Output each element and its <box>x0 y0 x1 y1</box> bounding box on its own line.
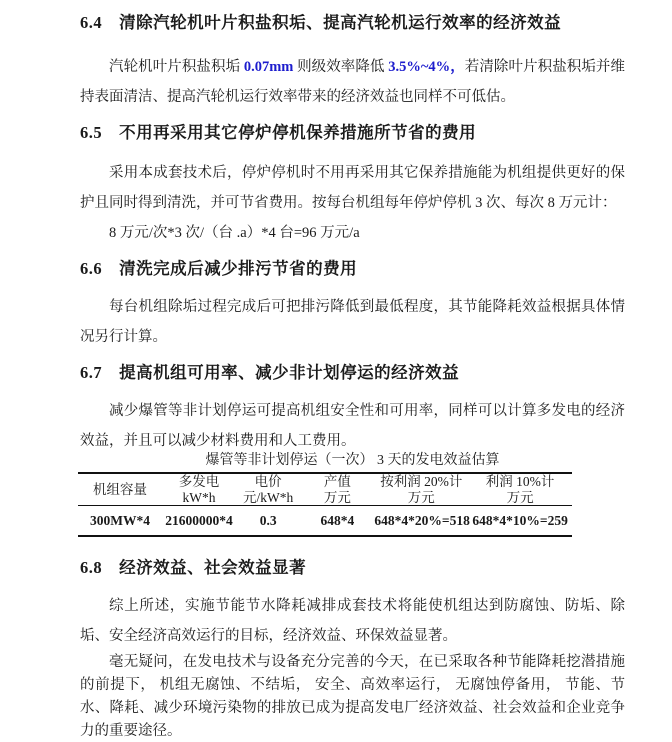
col-header-profit-10 <box>468 473 572 506</box>
cell-capacity: 300MW*4 <box>89 513 150 528</box>
header-line: 万元 <box>407 489 435 505</box>
col-header-extra-generation <box>162 473 236 506</box>
section-title: 清洗完成后减少排污节省的费用 <box>119 260 358 278</box>
value-scale-thickness: 0.07mm <box>243 59 294 75</box>
col-header-price <box>236 473 300 506</box>
paragraph-6-8-conclusion: 毫无疑问，在发电技术与设备充分完善的今天，在已采取各种节能降耗挖潜措施的前提下， 机组无腐蚀、不结垢， 安全、高效率运行， 无腐蚀停备用， 节能、节水、降耗、减少环境污染物的排放已成为提高发电厂经济效益、社会效益和企业竞争力的重要途径。 <box>80 654 625 739</box>
header-line: 万元 <box>323 489 351 505</box>
value-efficiency-drop: 3.5%~4%， <box>388 59 465 75</box>
section-number: 6.4 <box>80 13 103 32</box>
benefit-estimate-table <box>78 472 572 537</box>
header-line: 按利润 20%计 <box>380 474 463 489</box>
cell-output-value: 648*4 <box>320 513 355 528</box>
section-title: 清除汽轮机叶片积盐积垢、提高汽轮机运行效率的经济效益 <box>119 14 562 32</box>
paragraph-text: 汽轮机叶片积盐积垢 <box>109 59 244 75</box>
section-heading-6-6 <box>80 258 625 280</box>
col-header-output-value <box>300 473 374 506</box>
section-title: 提高机组可用率、减少非计划停运的经济效益 <box>119 364 460 382</box>
col-header-profit-20 <box>374 473 468 506</box>
paragraph-text: 若清除叶片积盐积垢并维持表面清洁、提高汽轮机运行效率带来的经济效益也同样不可低估。 <box>80 59 625 105</box>
header-line: 电价 <box>254 474 282 489</box>
col-header-capacity <box>78 473 162 506</box>
section-heading-6-5 <box>80 122 625 144</box>
cell-price: 0.3 <box>259 513 277 528</box>
paragraph-6-8-summary: 综上所述，实施节能节水降耗减排成套技术将能使机组达到防腐蚀、防垢、除垢、安全经济高效运行的目标，经济效益、环保效益显著。 <box>80 598 625 644</box>
paragraph-6-7: 减少爆管等非计划停运可提高机组安全性和可用率，同样可以计算多发电的经济效益，并且可以减少材料费用和人工费用。 <box>80 403 625 449</box>
header-line: 产值 <box>323 474 351 489</box>
cell-extra-generation: 21600000*4 <box>165 513 233 528</box>
table-header-row <box>78 473 572 506</box>
header-line: 万元 <box>506 489 534 505</box>
header-line: 机组容量 <box>92 481 147 497</box>
header-line: 多发电 <box>178 474 220 489</box>
paragraph-6-5: 采用本成套技术后，停炉停机时不用再采用其它保养措施能为机组提供更好的保护且同时得到清洗，并可节省费用。按每台机组每年停炉停机 3 次、每次 8 万元计： <box>80 165 625 211</box>
paragraph-6-6: 每台机组除垢过程完成后可把排污降低到最低程度，其节能降耗效益根据具体情况另行计算。 <box>80 299 625 345</box>
header-line: 元/kW*h <box>243 489 294 505</box>
section-number: 6.6 <box>80 259 103 278</box>
paragraph-text: 则级效率降低 <box>293 59 389 75</box>
section-title: 不用再采用其它停炉停机保养措施所节省的费用 <box>119 124 477 142</box>
section-heading-6-8 <box>80 557 625 579</box>
section-number: 6.5 <box>80 123 103 142</box>
section-heading-6-4 <box>80 12 625 34</box>
paragraph-6-4 <box>80 52 625 112</box>
formula-cost-saving: 8 万元/次*3 次/（台 .a）*4 台=96 万元/a <box>109 225 360 241</box>
cell-profit-10: 648*4*10%=259 <box>472 513 568 528</box>
header-line: 利润 10%计 <box>485 474 555 489</box>
table-row <box>78 506 572 537</box>
table-caption: 爆管等非计划停运（一次） 3 天的发电效益估算 <box>205 453 500 468</box>
section-heading-6-7 <box>80 362 625 384</box>
header-line: kW*h <box>182 489 216 505</box>
section-number: 6.7 <box>80 363 103 382</box>
cell-profit-20: 648*4*20%=518 <box>374 513 470 528</box>
section-number: 6.8 <box>80 558 103 577</box>
section-title: 经济效益、社会效益显著 <box>119 559 307 577</box>
